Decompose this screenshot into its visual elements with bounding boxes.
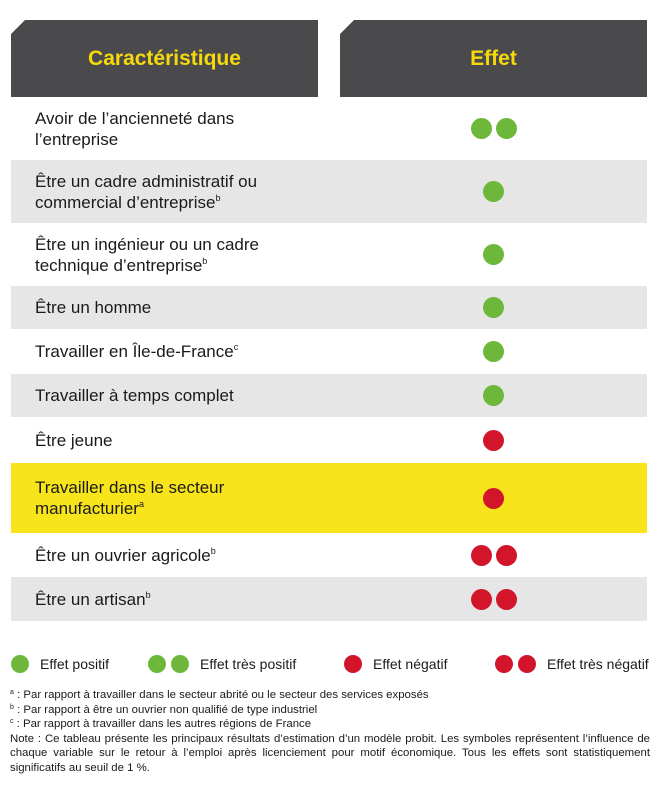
red-circle-icon (483, 488, 504, 509)
legend-item-negative (344, 655, 447, 673)
footnote-mark: b (145, 589, 151, 600)
row-label (11, 108, 335, 150)
characteristics-table (11, 97, 647, 621)
row-label-line1: Être un cadre administratif ou (35, 171, 258, 191)
footnote-mark: a (10, 689, 14, 696)
row-label-line1: Être un homme (35, 298, 152, 317)
red-circle-icon (518, 655, 536, 673)
footnote-mark: b (215, 192, 221, 203)
green-circle-icon (171, 655, 189, 673)
green-circle-icon (11, 655, 29, 673)
row-label-line1: Être un ouvrier agricole (35, 545, 211, 565)
row-label (11, 234, 335, 276)
legend-label: Effet négatif (373, 656, 448, 672)
legend (11, 655, 661, 677)
effect-cell (340, 533, 647, 577)
effect-cell (340, 417, 647, 463)
red-circle-icon (344, 655, 362, 673)
green-circle-icon (483, 385, 504, 406)
row-label-line1: Être jeune (35, 430, 113, 450)
footnote-mark: c (10, 718, 14, 725)
header-corner-cut (11, 20, 23, 32)
footnote-text: : Par rapport à travailler dans les autres régions de France (13, 718, 312, 730)
row-label-line1: Travailler dans le secteur (35, 478, 225, 497)
table-row (11, 533, 647, 577)
table-row (11, 223, 647, 286)
green-circle-icon (483, 341, 504, 362)
footnote-mark: b (210, 545, 216, 556)
table-row-highlighted (11, 463, 647, 533)
footnote-c (10, 717, 650, 732)
row-label (11, 589, 335, 610)
row-label-line1: Travailler en Île-de-France (35, 342, 234, 361)
table-note: Note : Ce tableau présente les principaux résultats d’estimation d’un modèle probit. Les symboles représentent l’influence de chaque variable sur le retour à l’emploi après licenciement pour motif économique. Tous les effets sont statistiquement significatifs au seuil de 1 %. (10, 732, 650, 774)
row-label (11, 477, 335, 519)
red-circle-icon (496, 589, 517, 610)
legend-item-positive (11, 655, 109, 673)
effect-cell (340, 329, 647, 374)
legend-label: Effet très négatif (547, 656, 649, 672)
row-label-line1: Travailler à temps complet (35, 386, 234, 405)
red-circle-icon (495, 655, 513, 673)
table-row (11, 417, 647, 463)
red-circle-icon (496, 545, 517, 566)
footnotes (10, 688, 650, 775)
table-row (11, 374, 647, 417)
row-label (11, 297, 335, 318)
footnote-mark: b (10, 703, 14, 711)
effect-cell (340, 97, 647, 160)
header-characteristic (11, 20, 318, 97)
header-characteristic-label: Caractéristique (88, 46, 241, 70)
effect-cell (340, 160, 647, 223)
header-effect-label: Effet (470, 46, 517, 70)
legend-label: Effet positif (40, 656, 110, 672)
row-label-line2: manufacturier (35, 499, 139, 518)
green-circle-icon (471, 118, 492, 139)
table-row (11, 329, 647, 374)
header-effect (340, 20, 647, 97)
footnote-mark: b (202, 255, 208, 266)
legend-item-very-negative (495, 655, 649, 673)
row-label-line2: l’entreprise (35, 129, 119, 149)
row-label-line1: Être un artisan (35, 589, 146, 609)
red-circle-icon (471, 545, 492, 566)
effect-cell (340, 374, 647, 417)
legend-label: Effet très positif (200, 656, 297, 672)
red-circle-icon (483, 430, 504, 451)
green-circle-icon (483, 297, 504, 318)
row-label-line1: Être un ingénieur ou un cadre (35, 234, 259, 254)
row-label (11, 341, 335, 362)
row-label (11, 545, 335, 566)
green-circle-icon (148, 655, 166, 673)
footnote-text: : Par rapport à être un ouvrier non qualifié de type industriel (13, 703, 318, 716)
green-circle-icon (483, 244, 504, 265)
green-circle-icon (483, 181, 504, 202)
footnote-text: : Par rapport à travailler dans le secteur abrité ou le secteur des services exposés (13, 689, 429, 701)
row-label-line2: commercial d’entreprise (35, 192, 216, 212)
footnote-mark: a (138, 499, 144, 509)
effect-cell (340, 577, 647, 621)
footnote-mark: c (233, 342, 239, 352)
effect-cell (340, 286, 647, 329)
table-row (11, 97, 647, 160)
row-label (11, 171, 335, 213)
table-row (11, 160, 647, 223)
legend-item-very-positive (148, 655, 296, 673)
table-row (11, 286, 647, 329)
footnote-a (10, 688, 650, 703)
effect-cell (340, 463, 647, 533)
row-label-line2: technique d’entreprise (35, 255, 203, 275)
table-row (11, 577, 647, 621)
row-label-line1: Avoir de l’ancienneté dans (35, 108, 235, 128)
effect-cell (340, 223, 647, 286)
row-label (11, 430, 335, 451)
header-corner-cut (340, 20, 352, 32)
footnote-b (10, 703, 650, 718)
row-label (11, 385, 335, 406)
red-circle-icon (471, 589, 492, 610)
green-circle-icon (496, 118, 517, 139)
